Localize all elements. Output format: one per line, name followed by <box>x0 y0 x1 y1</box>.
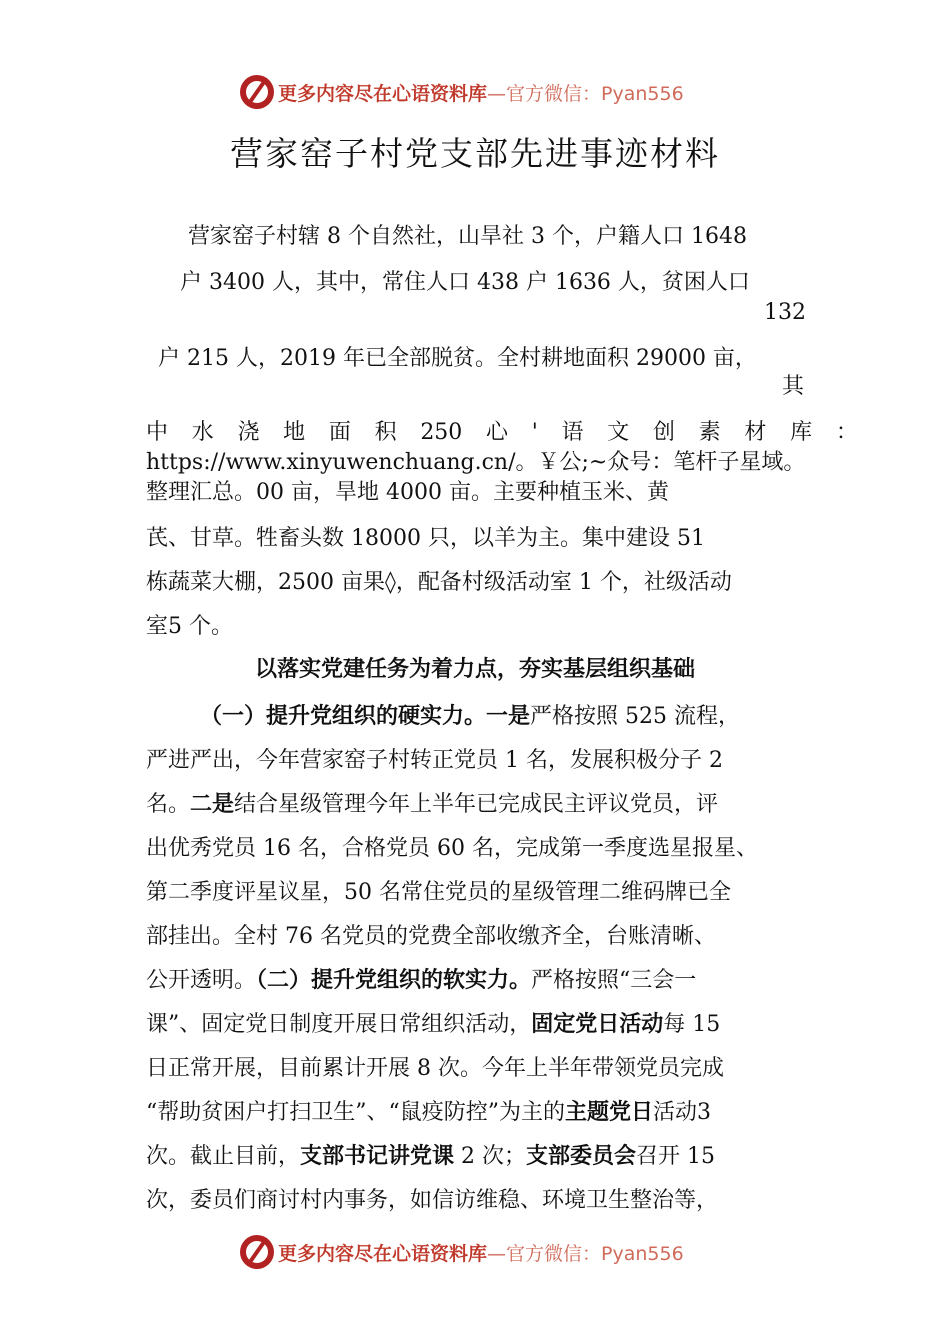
library-logo-icon <box>240 1235 274 1269</box>
spread-char: 库 <box>790 420 813 445</box>
body-line-3 <box>146 790 718 820</box>
body-line-10-a: “帮助贫困户打扫卫生”、“鼠疫防控”为主的 <box>146 1100 565 1125</box>
body-line-7 <box>146 966 696 996</box>
intro-line-9: 室5 个。 <box>146 614 233 639</box>
banner-brand: 更多内容尽在心语资料库 <box>278 82 488 105</box>
watermark-banner-top <box>240 72 760 112</box>
body-line-12: 次，委员们商讨村内事务，如信访维稳、环境卫生整治等， <box>146 1188 719 1213</box>
banner-contact: —官方微信：Pyan556 <box>487 1242 684 1265</box>
secretary-lecture-label: 支部书记讲党课 <box>300 1144 455 1169</box>
intro-line-5-url: https://www.xinyuwenchuang.cn/。￥公;~众号：笔杆子星域。 <box>146 450 806 475</box>
spread-char: 250 <box>420 420 463 445</box>
body-line-11-c: 召开 15 <box>636 1144 716 1169</box>
spread-char: ： <box>835 420 858 445</box>
intro-line-2b: 132 <box>764 300 806 325</box>
body-line-3-b: 结合星级管理今年上半年已完成民主评议党员，评 <box>234 792 719 817</box>
spread-char: ' <box>531 420 538 445</box>
body-line-5: 第二季度评星议星，50 名常住党员的星级管理二维码牌已全 <box>146 880 731 905</box>
spread-char: 文 <box>607 420 630 445</box>
party-day-label: 固定党日活动 <box>531 1012 664 1037</box>
spread-char: 水 <box>191 420 214 445</box>
spread-char: 心 <box>486 420 509 445</box>
banner-brand: 更多内容尽在心语资料库 <box>278 1242 488 1265</box>
body-line-10 <box>146 1098 711 1128</box>
watermark-banner-bottom <box>240 1232 760 1272</box>
banner-text <box>278 1239 684 1266</box>
body-line-6: 部挂出。全村 76 名党员的党费全部收缴齐全，台账清晰、 <box>146 924 716 949</box>
intro-line-7: 芪、甘草。牲畜头数 18000 只，以羊为主。集中建设 51 <box>146 526 705 551</box>
second-point-label: 二是 <box>190 792 235 817</box>
spread-char: 语 <box>561 420 584 445</box>
spread-char: 中 <box>146 420 169 445</box>
body-line-9: 日正常开展，目前累计开展 8 次。今年上半年带领党员完成 <box>146 1056 724 1081</box>
intro-line-4-spread <box>146 418 858 448</box>
spread-char: 地 <box>283 420 306 445</box>
spread-char: 材 <box>744 420 767 445</box>
theme-day-label: 主题党日 <box>565 1100 654 1125</box>
section-heading: 以落实党建任务为着力点，夯实基层组织基础 <box>254 657 695 682</box>
hard-power-label: （一）提升党组织的硬实力。 <box>200 704 487 729</box>
intro-line-3b: 其 <box>781 374 804 399</box>
body-line-2: 严进严出，今年营家窑子村转正党员 1 名，发展积极分子 2 <box>146 748 723 773</box>
soft-power-label: （二）提升党组织的软实力。 <box>256 968 532 993</box>
body-line-8-a: 课”、固定党日制度开展日常组织活动， <box>146 1012 532 1037</box>
intro-line-1: 营家窑子村辖 8 个自然社，山旱社 3 个，户籍人口 1648 <box>188 224 747 249</box>
body-line-7-b: 严格按照“三会一 <box>531 968 697 993</box>
banner-contact: —官方微信：Pyan556 <box>487 82 684 105</box>
intro-line-2: 户 3400 人，其中，常住人口 438 户 1636 人，贫困人口 <box>180 270 750 295</box>
intro-line-8: 栋蔬菜大棚，2500 亩果◊，配备村级活动室 1 个，社级活动 <box>146 570 732 595</box>
spread-char: 创 <box>652 420 675 445</box>
body-line-11-a: 次。截止目前， <box>146 1144 301 1169</box>
body-line-8 <box>146 1010 720 1040</box>
intro-line-3: 户 215 人，2019 年已全部脱贫。全村耕地面积 29000 亩， <box>158 346 757 371</box>
body-line-11 <box>146 1142 715 1172</box>
body-line-3-a: 名。 <box>146 792 191 817</box>
body-line-10-b: 活动3 <box>653 1100 712 1125</box>
document-title: 营家窑子村党支部先进事迹材料 <box>230 134 720 173</box>
body-line-1 <box>200 702 740 732</box>
intro-line-6: 整理汇总。00 亩，旱地 4000 亩。主要种植玉米、黄 <box>146 480 669 505</box>
first-point-label: 一是 <box>486 704 531 729</box>
spread-char: 面 <box>328 420 351 445</box>
spread-char: 浇 <box>237 420 260 445</box>
body-line-8-b: 每 15 <box>663 1012 721 1037</box>
spread-char: 素 <box>698 420 721 445</box>
banner-text <box>278 79 684 106</box>
body-line-1-text: 严格按照 525 流程， <box>530 704 741 729</box>
library-logo-icon <box>240 75 274 109</box>
body-line-11-b: 2 次； <box>454 1144 527 1169</box>
spread-char: 积 <box>374 420 397 445</box>
committee-label: 支部委员会 <box>526 1144 637 1169</box>
body-line-4: 出优秀党员 16 名，合格党员 60 名，完成第一季度选星报星、 <box>146 836 758 861</box>
body-line-7-a: 公开透明。 <box>146 968 257 993</box>
